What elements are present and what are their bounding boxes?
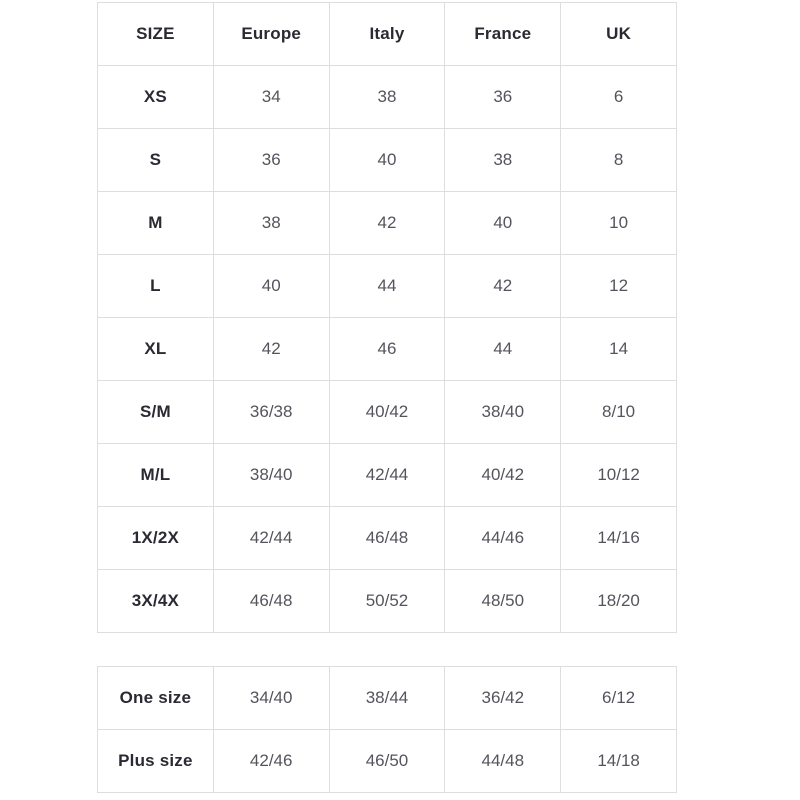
value-cell: 36 [213,129,329,192]
size-label-cell: M/L [98,444,214,507]
value-cell: 36/42 [445,667,561,730]
value-cell: 40/42 [329,381,445,444]
value-cell: 42 [445,255,561,318]
table-row [98,730,677,793]
value-cell: 42 [213,318,329,381]
value-cell: 44/48 [445,730,561,793]
size-label-cell: XL [98,318,214,381]
value-cell: 40/42 [445,444,561,507]
value-cell: 46/48 [329,507,445,570]
value-cell: 40 [329,129,445,192]
value-cell: 50/52 [329,570,445,633]
value-cell: 18/20 [561,570,677,633]
table-row [98,444,677,507]
table-row [98,129,677,192]
table-row [98,507,677,570]
value-cell: 36 [445,66,561,129]
value-cell: 42/44 [213,507,329,570]
size-label-cell: One size [98,667,214,730]
table-row [98,381,677,444]
column-header-size: SIZE [98,3,214,66]
value-cell: 12 [561,255,677,318]
value-cell: 38 [329,66,445,129]
value-cell: 40 [445,192,561,255]
special-sizes-table [97,666,677,793]
value-cell: 46/48 [213,570,329,633]
size-label-cell: 3X/4X [98,570,214,633]
table-row [98,570,677,633]
size-label-cell: Plus size [98,730,214,793]
value-cell: 44 [329,255,445,318]
column-header-europe: Europe [213,3,329,66]
value-cell: 14 [561,318,677,381]
size-conversion-table [97,2,677,633]
table-row [98,667,677,730]
table-row [98,255,677,318]
value-cell: 14/16 [561,507,677,570]
value-cell: 8/10 [561,381,677,444]
value-cell: 6 [561,66,677,129]
value-cell: 42 [329,192,445,255]
value-cell: 42/46 [213,730,329,793]
value-cell: 46/50 [329,730,445,793]
value-cell: 44 [445,318,561,381]
value-cell: 46 [329,318,445,381]
size-label-cell: S/M [98,381,214,444]
value-cell: 38/40 [213,444,329,507]
value-cell: 44/46 [445,507,561,570]
value-cell: 34/40 [213,667,329,730]
size-label-cell: S [98,129,214,192]
value-cell: 40 [213,255,329,318]
value-cell: 38/44 [329,667,445,730]
value-cell: 10 [561,192,677,255]
value-cell: 38/40 [445,381,561,444]
value-cell: 48/50 [445,570,561,633]
size-label-cell: M [98,192,214,255]
table-row [98,66,677,129]
column-header-italy: Italy [329,3,445,66]
table-row [98,318,677,381]
value-cell: 10/12 [561,444,677,507]
column-header-uk: UK [561,3,677,66]
value-cell: 36/38 [213,381,329,444]
size-chart-container [97,2,677,793]
table-gap [97,633,677,666]
value-cell: 38 [213,192,329,255]
table-row [98,192,677,255]
value-cell: 14/18 [561,730,677,793]
size-label-cell: L [98,255,214,318]
size-label-cell: XS [98,66,214,129]
value-cell: 38 [445,129,561,192]
value-cell: 42/44 [329,444,445,507]
size-label-cell: 1X/2X [98,507,214,570]
column-header-france: France [445,3,561,66]
value-cell: 8 [561,129,677,192]
value-cell: 34 [213,66,329,129]
header-row [98,3,677,66]
value-cell: 6/12 [561,667,677,730]
